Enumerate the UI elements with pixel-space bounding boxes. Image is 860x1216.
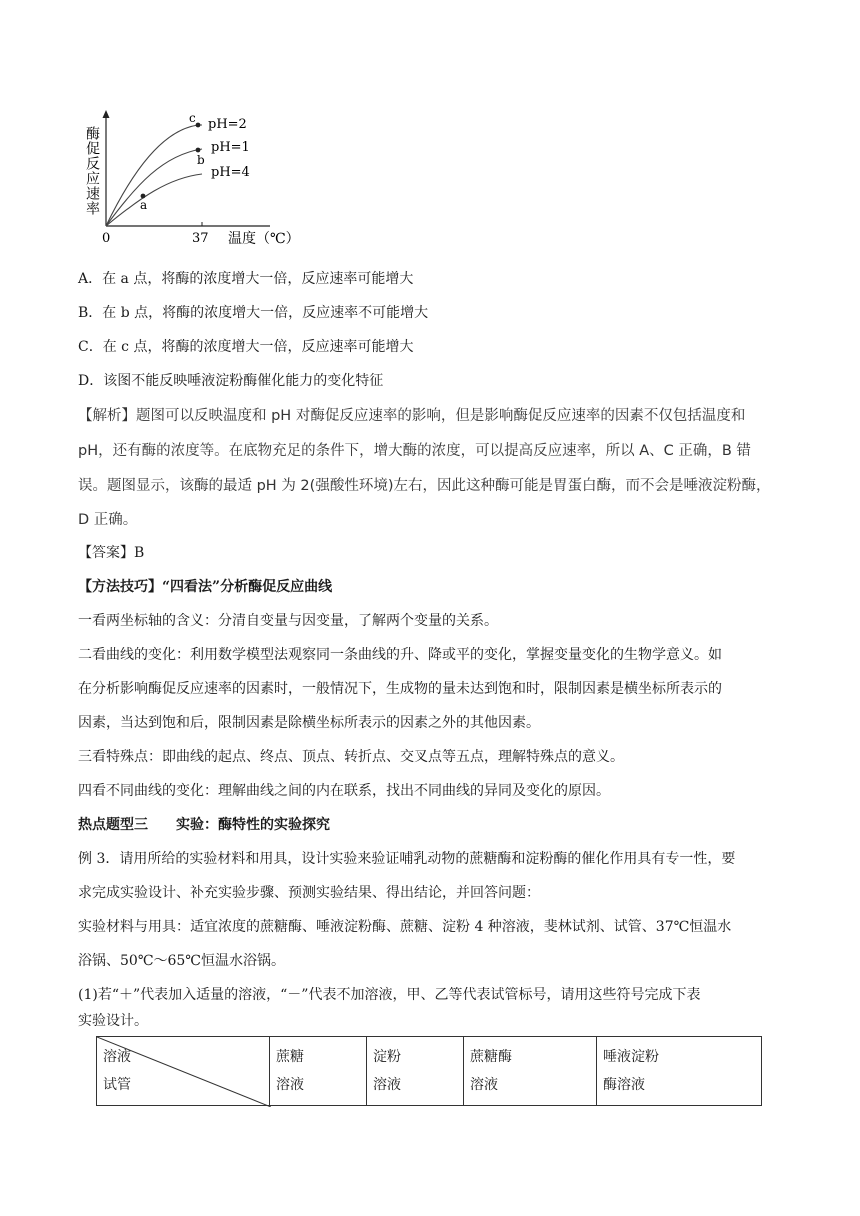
experiment-table — [96, 1036, 762, 1106]
analysis-line-2: pH，还有酶的浓度等。在底物充足的条件下，增大酶的浓度，可以提高反应速率，所以 A、C 正确，B 错 — [78, 443, 751, 459]
column-header-line1: 淀粉 — [373, 1049, 401, 1065]
method-line-1: 一看两坐标轴的含义：分清自变量与因变量，了解两个变量的关系。 — [78, 613, 498, 629]
method-line-4: 因素，当达到饱和后，限制因素是除横坐标所表示的因素之外的其他因素。 — [78, 715, 540, 731]
method-line-5: 三看特殊点：即曲线的起点、终点、顶点、转折点、交叉点等五点，理解特殊点的意义。 — [78, 749, 624, 765]
column-header-line2: 溶液 — [373, 1077, 401, 1093]
figure-xlabel: 温度（℃） — [228, 231, 300, 247]
table-header-row — [97, 1037, 762, 1106]
option-c: C．在 c 点，将酶的浓度增大一倍，反应速率可能增大 — [78, 339, 414, 355]
example-line-3: 实验材料与用具：适宜浓度的蔗糖酶、唾液淀粉酶、蔗糖、淀粉 4 种溶液，斐林试剂、试管、37℃恒温水 — [78, 919, 732, 935]
option-b: B．在 b 点，将酶的浓度增大一倍，反应速率不可能增大 — [78, 305, 429, 321]
corner-cell — [97, 1037, 270, 1106]
origin-label: 0 — [102, 231, 111, 246]
column-header — [464, 1037, 597, 1106]
column-header-line2: 酶溶液 — [603, 1077, 645, 1093]
method-line-2: 二看曲线的变化：利用数学模型法观察同一条曲线的升、降或平的变化，掌握变量变化的生物学意义。如 — [78, 647, 722, 663]
column-header — [270, 1037, 367, 1106]
example-line-5: (1)若“＋”代表加入适量的溶液，“－”代表不加溶液，甲、乙等代表试管标号，请用这些符号完成下表 — [78, 987, 701, 1003]
column-header-line2: 溶液 — [276, 1077, 304, 1093]
curve-label-ph2: pH=2 — [208, 117, 247, 132]
answer: 【答案】B — [78, 545, 145, 561]
column-header — [597, 1037, 762, 1106]
analysis-line-3: 误。题图显示，该酶的最适 pH 为 2(强酸性环境)左右，因此这种酶可能是胃蛋白酶，而不会是唾液淀粉酶， — [78, 478, 771, 494]
column-header — [367, 1037, 464, 1106]
label-c: c — [189, 111, 196, 125]
label-b: b — [197, 153, 205, 167]
method-title: 【方法技巧】“四看法”分析酶促反应曲线 — [78, 579, 333, 595]
example-line-2: 求完成实验设计、补充实验步骤、预测实验结果、得出结论，并回答问题： — [78, 885, 540, 901]
enzyme-rate-figure — [78, 100, 338, 250]
corner-bottom-label: 试管 — [103, 1077, 131, 1093]
method-line-3: 在分析影响酶促反应速率的因素时，一般情况下，生成物的量未达到饱和时，限制因素是横坐标所表示的 — [78, 681, 722, 697]
analysis-line-4: D 正确。 — [78, 512, 138, 528]
point-b — [196, 148, 201, 153]
x-tick-label-37: 37 — [192, 231, 209, 246]
analysis-line-1: 【解析】题图可以反映温度和 pH 对酶促反应速率的影响，但是影响酶促反应速率的因素不仅包括温度和 — [78, 408, 746, 424]
example-line-6: 实验设计。 — [78, 1013, 148, 1029]
option-a: A．在 a 点，将酶的浓度增大一倍，反应速率可能增大 — [78, 271, 414, 287]
column-header-line1: 唾液淀粉 — [603, 1049, 659, 1065]
point-c — [196, 123, 201, 128]
diagonal-line — [97, 1037, 271, 1107]
hot-topic-title: 热点题型三 实验：酶特性的实验探究 — [78, 817, 330, 833]
curve-ph4 — [106, 174, 202, 226]
column-header-line1: 蔗糖 — [276, 1049, 304, 1065]
figure-ylabel: 酶促反应速率 — [84, 126, 100, 216]
curve-label-ph1: pH=1 — [211, 140, 250, 155]
y-axis-arrow — [103, 110, 110, 118]
example-line-4: 浴锅、50℃～65℃恒温水浴锅。 — [78, 953, 285, 969]
example-line-1: 例 3．请用所给的实验材料和用具，设计实验来验证哺乳动物的蔗糖酶和淀粉酶的催化作用具有专一性，要 — [78, 851, 736, 867]
label-a: a — [140, 198, 148, 212]
curve-ph2 — [106, 125, 202, 226]
method-line-6: 四看不同曲线的变化：理解曲线之间的内在联系，找出不同曲线的异同及变化的原因。 — [78, 783, 610, 799]
column-header-line1: 蔗糖酶 — [470, 1049, 512, 1065]
curve-label-ph4: pH=4 — [211, 165, 250, 180]
option-d: D．该图不能反映唾液淀粉酶催化能力的变化特征 — [78, 373, 384, 389]
column-header-line2: 溶液 — [470, 1077, 498, 1093]
corner-top-label: 溶液 — [103, 1049, 131, 1065]
